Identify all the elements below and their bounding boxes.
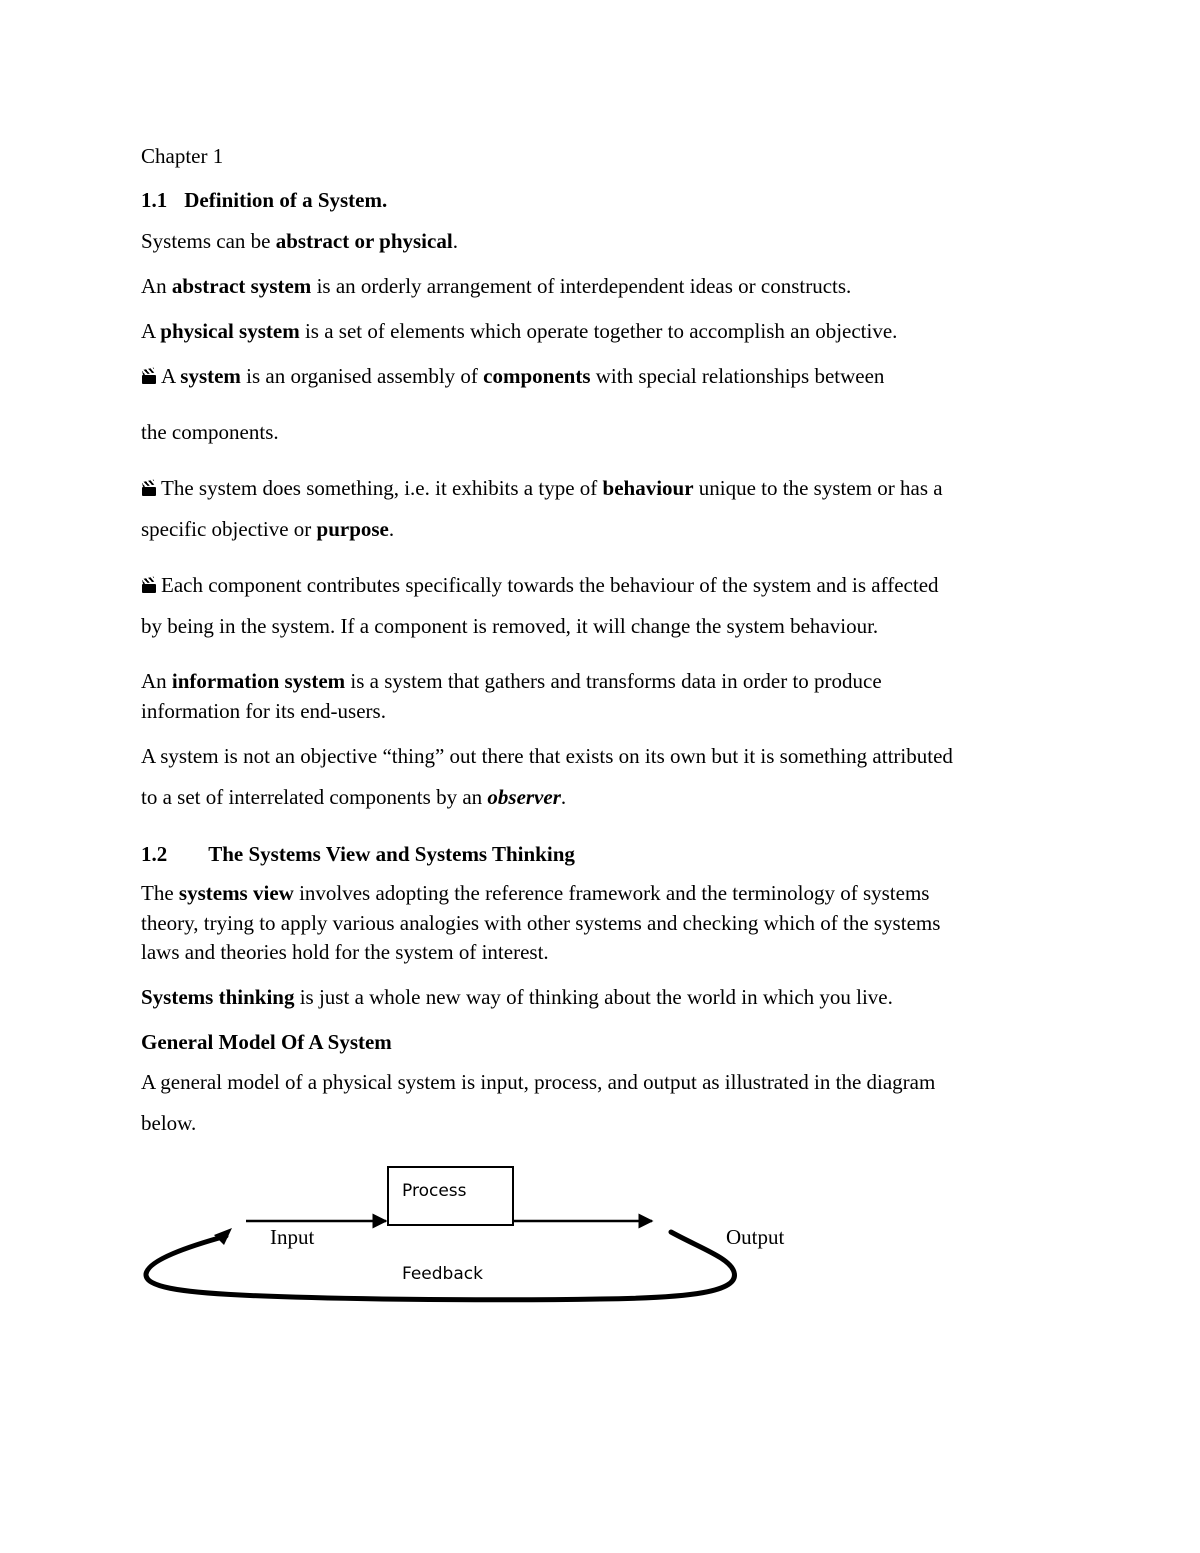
section-title: Definition of a System.	[184, 188, 388, 212]
text: is a set of elements which operate together to accomplish an objective.	[299, 319, 898, 343]
text: .	[452, 229, 458, 253]
bold-text: purpose	[316, 517, 389, 541]
bold-text: components	[483, 364, 591, 388]
section-title: The Systems View and Systems Thinking	[208, 842, 575, 866]
bold-text: abstract system	[171, 274, 312, 298]
text: The	[141, 881, 179, 905]
text: Each component contributes specifically towards the behaviour of the system and is affected	[161, 573, 939, 597]
text: An	[141, 274, 172, 298]
bold-text: systems view	[178, 881, 294, 905]
text: is an orderly arrangement of interdependent ideas or constructs.	[311, 274, 852, 298]
text: .	[388, 517, 395, 541]
bullet-component-contribution-line2: by being in the system. If a component is removed, it will change the system behaviour.	[141, 614, 879, 638]
chapter-label: Chapter 1	[141, 144, 224, 168]
paragraph-general-model-line2: below.	[141, 1111, 197, 1135]
bold-text: physical system	[160, 319, 300, 343]
bullet-system-definition-line2: the components.	[141, 420, 279, 444]
section-number: 1.1	[141, 188, 168, 212]
bold-text: abstract or physical	[275, 229, 453, 253]
text: with special relationships between	[590, 364, 885, 388]
text: is a system that gathers and transforms data in order to produce	[345, 669, 882, 693]
bold-text: General Model Of A System	[141, 1030, 392, 1054]
bold-text: information system	[171, 669, 346, 693]
feedback-arrowhead-icon	[214, 1228, 232, 1245]
input-label: Input	[270, 1225, 315, 1249]
output-label: Output	[726, 1225, 785, 1249]
paragraph-observer: A system is not an objective “thing” out there that exists on its own but it is something attributed	[141, 744, 953, 768]
text: specific objective or	[141, 517, 317, 541]
text: is just a whole new way of thinking about the world in which you live.	[294, 985, 893, 1009]
section-number: 1.2	[141, 842, 168, 866]
text: The system does something, i.e. it exhibits a type of	[161, 476, 603, 500]
text: to a set of interrelated components by an	[141, 785, 488, 809]
text: Systems can be	[141, 229, 276, 253]
text: A	[141, 319, 161, 343]
bold-italic-text: observer	[487, 785, 561, 809]
text: A	[161, 364, 181, 388]
bold-text: behaviour	[602, 476, 694, 500]
text: An	[141, 669, 172, 693]
text: involves adopting the reference framework and the terminology of systems	[293, 881, 930, 905]
bold-text: system	[180, 364, 241, 388]
bold-text: Systems thinking	[141, 985, 295, 1009]
text: unique to the system or has a	[693, 476, 943, 500]
text: is an organised assembly of	[240, 364, 484, 388]
paragraph-systems-view-line2: theory, trying to apply various analogies with other systems and checking which of the systems	[141, 911, 941, 935]
text: .	[560, 785, 567, 809]
paragraph-information-system-line2: information for its end-users.	[141, 699, 386, 723]
paragraph-general-model: A general model of a physical system is input, process, and output as illustrated in the diagram	[141, 1070, 936, 1094]
feedback-label: Feedback	[402, 1264, 483, 1284]
process-label: Process	[402, 1181, 467, 1201]
paragraph-systems-view-line3: laws and theories hold for the system of interest.	[141, 940, 549, 964]
